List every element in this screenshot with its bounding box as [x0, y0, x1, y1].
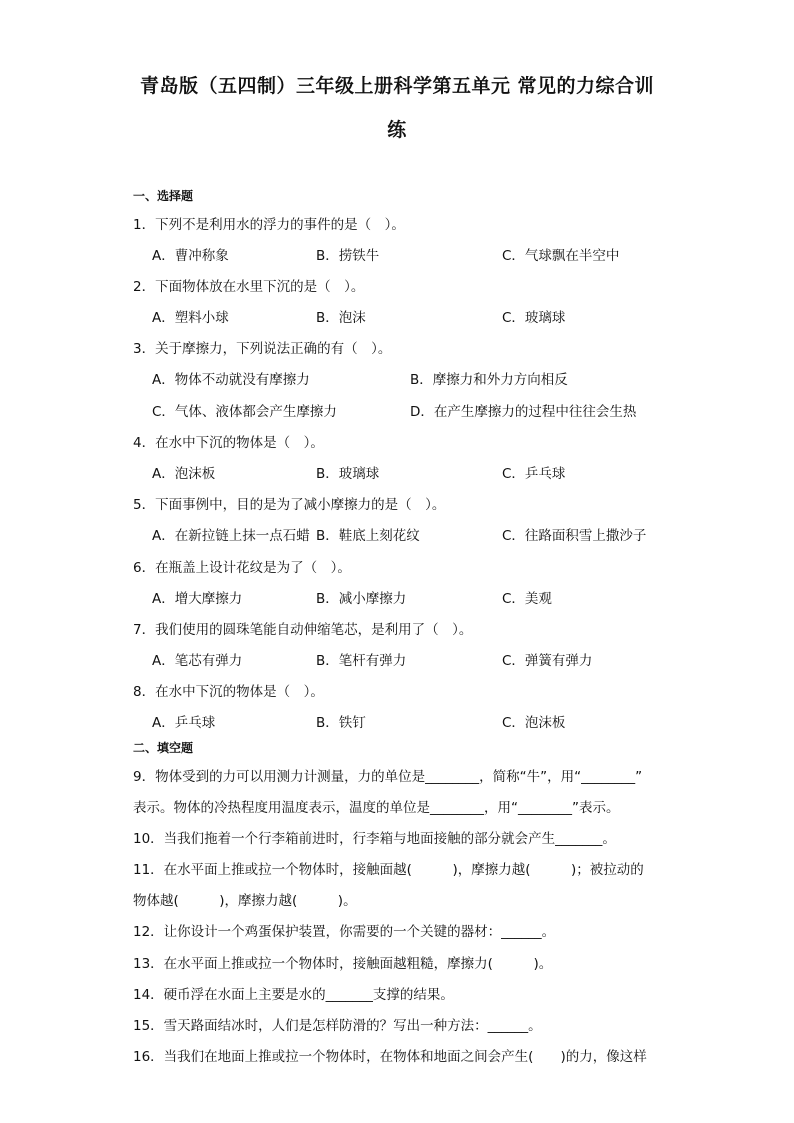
q5-option-c: C．往路面积雪上撒沙子: [502, 528, 647, 544]
question-12: 12．让你设计一个鸡蛋保护装置，你需要的一个关键的器材：______。: [133, 924, 556, 940]
q7-option-c: C．弹簧有弹力: [502, 653, 593, 669]
question-10: 10．当我们拖着一个行李箱前进时，行李箱与地面接触的部分就会产生_______。: [133, 831, 616, 847]
question-14: 14．硬币浮在水面上主要是水的_______支撑的结果。: [133, 987, 454, 1003]
question-7: 7．我们使用的圆珠笔能自动伸缩笔芯，是利用了（ ）。: [133, 622, 473, 638]
title-line-2: 练: [387, 119, 407, 141]
q8-option-b: B．铁钉: [316, 715, 366, 731]
q5-option-a: A．在新拉链上抹一点石蜡: [152, 528, 310, 544]
question-11-line-1: 11．在水平面上推或拉一个物体时，接触面越( )，摩擦力越( )；被拉动的: [133, 862, 644, 878]
question-9-line-2: 表示。物体的冷热程度用温度表示，温度的单位是________，用“________”表示。: [133, 800, 620, 816]
q7-option-a: A．笔芯有弹力: [152, 653, 243, 669]
question-3: 3．关于摩擦力，下列说法正确的有（ ）。: [133, 341, 392, 357]
q2-option-c: C．玻璃球: [502, 310, 566, 326]
q3-option-d: D．在产生摩擦力的过程中往往会生热: [410, 404, 637, 420]
q1-option-c: C．气球飘在半空中: [502, 248, 620, 264]
q8-option-a: A．乒乓球: [152, 715, 216, 731]
q3-option-a: A．物体不动就没有摩擦力: [152, 372, 310, 388]
question-11-line-2: 物体越( )，摩擦力越( )。: [133, 893, 357, 909]
document-title: [100, 64, 694, 152]
question-6: 6．在瓶盖上设计花纹是为了（ ）。: [133, 560, 351, 576]
q6-option-c: C．美观: [502, 591, 552, 607]
question-9-line-1: 9．物体受到的力可以用测力计测量，力的单位是________，简称“牛”，用“________”: [133, 769, 643, 785]
q7-option-b: B．笔杆有弹力: [316, 653, 407, 669]
question-2: 2．下面物体放在水里下沉的是（ ）。: [133, 279, 365, 295]
question-13: 13．在水平面上推或拉一个物体时，接触面越粗糙，摩擦力( )。: [133, 956, 553, 972]
q8-option-c: C．泡沫板: [502, 715, 566, 731]
question-5: 5．下面事例中，目的是为了减小摩擦力的是（ ）。: [133, 497, 446, 513]
q4-option-a: A．泡沫板: [152, 466, 216, 482]
question-4: 4．在水中下沉的物体是（ ）。: [133, 435, 324, 451]
question-15: 15．雪天路面结冰时，人们是怎样防滑的？写出一种方法：______。: [133, 1018, 542, 1034]
q1-option-b: B．捞铁牛: [316, 248, 380, 264]
q1-option-a: A．曹冲称象: [152, 248, 229, 264]
q4-option-b: B．玻璃球: [316, 466, 380, 482]
question-8: 8．在水中下沉的物体是（ ）。: [133, 684, 324, 700]
section-heading-choice: 一、选择题: [133, 189, 194, 203]
q2-option-b: B．泡沫: [316, 310, 366, 326]
q3-option-c: C．气体、液体都会产生摩擦力: [152, 404, 337, 420]
q6-option-a: A．增大摩擦力: [152, 591, 243, 607]
q6-option-b: B．减小摩擦力: [316, 591, 407, 607]
q5-option-b: B．鞋底上刻花纹: [316, 528, 420, 544]
section-heading-fill: 二、填空题: [133, 741, 194, 755]
question-16: 16．当我们在地面上推或拉一个物体时，在物体和地面之间会产生( )的力，像这样: [133, 1049, 647, 1065]
question-1: 1．下列不是利用水的浮力的事件的是（ ）。: [133, 217, 405, 233]
q3-option-b: B．摩擦力和外力方向相反: [410, 372, 568, 388]
q2-option-a: A．塑料小球: [152, 310, 229, 326]
q4-option-c: C．乒乓球: [502, 466, 566, 482]
title-line-1: 青岛版（五四制）三年级上册科学第五单元 常见的力综合训: [139, 75, 655, 97]
